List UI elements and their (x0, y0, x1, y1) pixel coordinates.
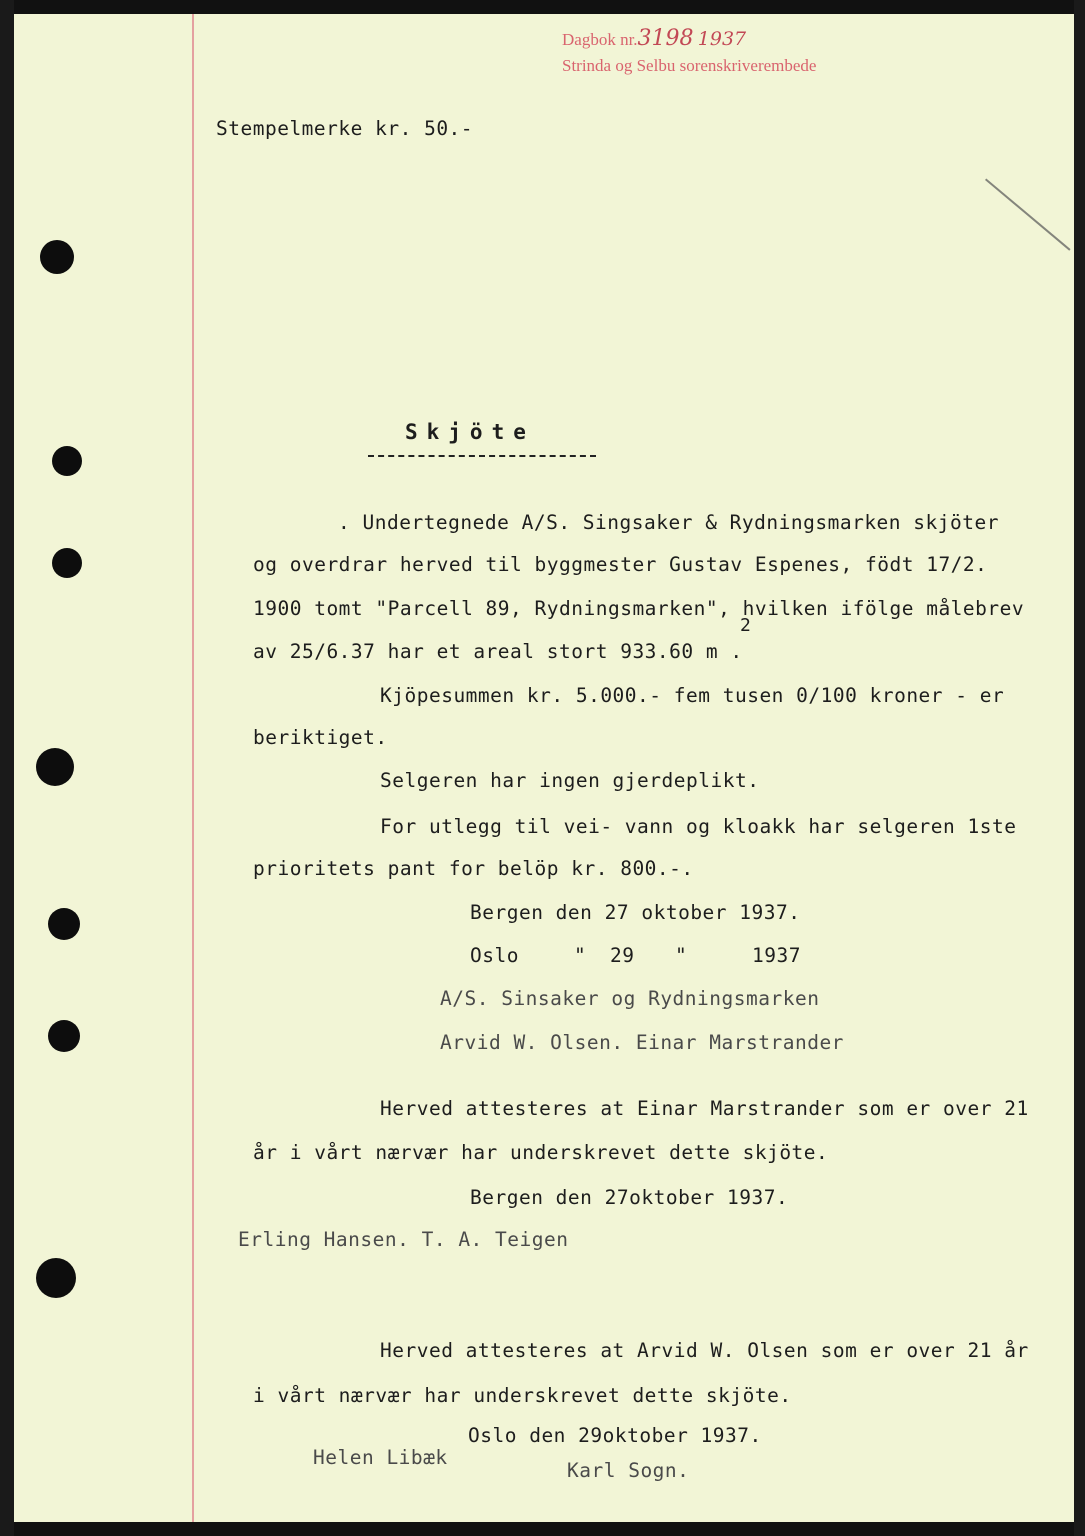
paragraph-line: av 25/6.37 har et areal stort 933.60 m . (253, 640, 743, 663)
punch-hole (36, 1258, 76, 1298)
dagbok-stamp (562, 26, 746, 51)
punch-hole (48, 1020, 80, 1052)
scan-edge-bottom (0, 1522, 1085, 1536)
document-title: Skjöte (405, 420, 535, 444)
attest1-date: Bergen den 27oktober 1937. (470, 1186, 789, 1209)
dagbok-prefix: Dagbok nr. (562, 30, 638, 49)
attest2-line: Herved attesteres at Arvid W. Olsen som er over 21 år (380, 1339, 1029, 1362)
area-superscript: 2 (740, 615, 751, 636)
paragraph-line: Selgeren har ingen gjerdeplikt. (380, 769, 760, 792)
date-bergen: Bergen den 27 oktober 1937. (470, 901, 801, 924)
attest2-date: Oslo den 29oktober 1937. (468, 1424, 762, 1447)
date-oslo-year: 1937 (752, 944, 801, 967)
scan-edge-left (0, 0, 14, 1536)
paragraph-line: prioritets pant for belöp kr. 800.-. (253, 857, 694, 880)
punch-hole (52, 548, 82, 578)
paragraph-line: Kjöpesummen kr. 5.000.- fem tusen 0/100 kroner - er (380, 684, 1005, 707)
scan-edge-right (1074, 0, 1085, 1536)
title-underline (368, 455, 596, 457)
date-oslo-city: Oslo (470, 944, 519, 967)
date-oslo-ditto: " (675, 944, 688, 967)
office-stamp: Strinda og Selbu sorenskriverembede (562, 56, 817, 75)
company-name: A/S. Sinsaker og Rydningsmarken (440, 987, 820, 1010)
paragraph-line: . Undertegnede A/S. Singsaker & Rydningsmarken skjöter (338, 511, 999, 534)
date-oslo-day: 29 (610, 944, 635, 967)
dagbok-year: 1937 (697, 28, 747, 50)
paragraph-line: 1900 tomt "Parcell 89, Rydningsmarken", hvilken ifölge målebrev (253, 597, 1025, 620)
date-oslo-ditto: " (574, 944, 587, 967)
dagbok-number: 3198 (637, 26, 694, 51)
attest1-line: Herved attesteres at Einar Marstrander som er over 21 (380, 1097, 1029, 1120)
scan-edge-top (0, 0, 1085, 14)
stempelmerke: Stempelmerke kr. 50.- (216, 117, 474, 140)
punch-hole (52, 446, 82, 476)
attest1-witnesses: Erling Hansen. T. A. Teigen (238, 1228, 569, 1251)
attest1-line: år i vårt nærvær har underskrevet dette skjöte. (253, 1141, 829, 1164)
punch-hole (36, 748, 74, 786)
signers: Arvid W. Olsen. Einar Marstrander (440, 1031, 844, 1054)
paragraph-line: og overdrar herved til byggmester Gustav Espenes, födt 17/2. (253, 553, 988, 576)
punch-hole (40, 240, 74, 274)
paragraph-line: For utlegg til vei- vann og kloakk har selgeren 1ste (380, 815, 1017, 838)
attest2-witness-right: Karl Sogn. (567, 1459, 690, 1482)
margin-line (192, 14, 194, 1522)
attest2-witness-left: Helen Libæk (313, 1446, 448, 1469)
punch-hole (48, 908, 80, 940)
attest2-line: i vårt nærvær har underskrevet dette skjöte. (253, 1384, 792, 1407)
pencil-mark (985, 178, 1071, 250)
paragraph-line: beriktiget. (253, 726, 388, 749)
